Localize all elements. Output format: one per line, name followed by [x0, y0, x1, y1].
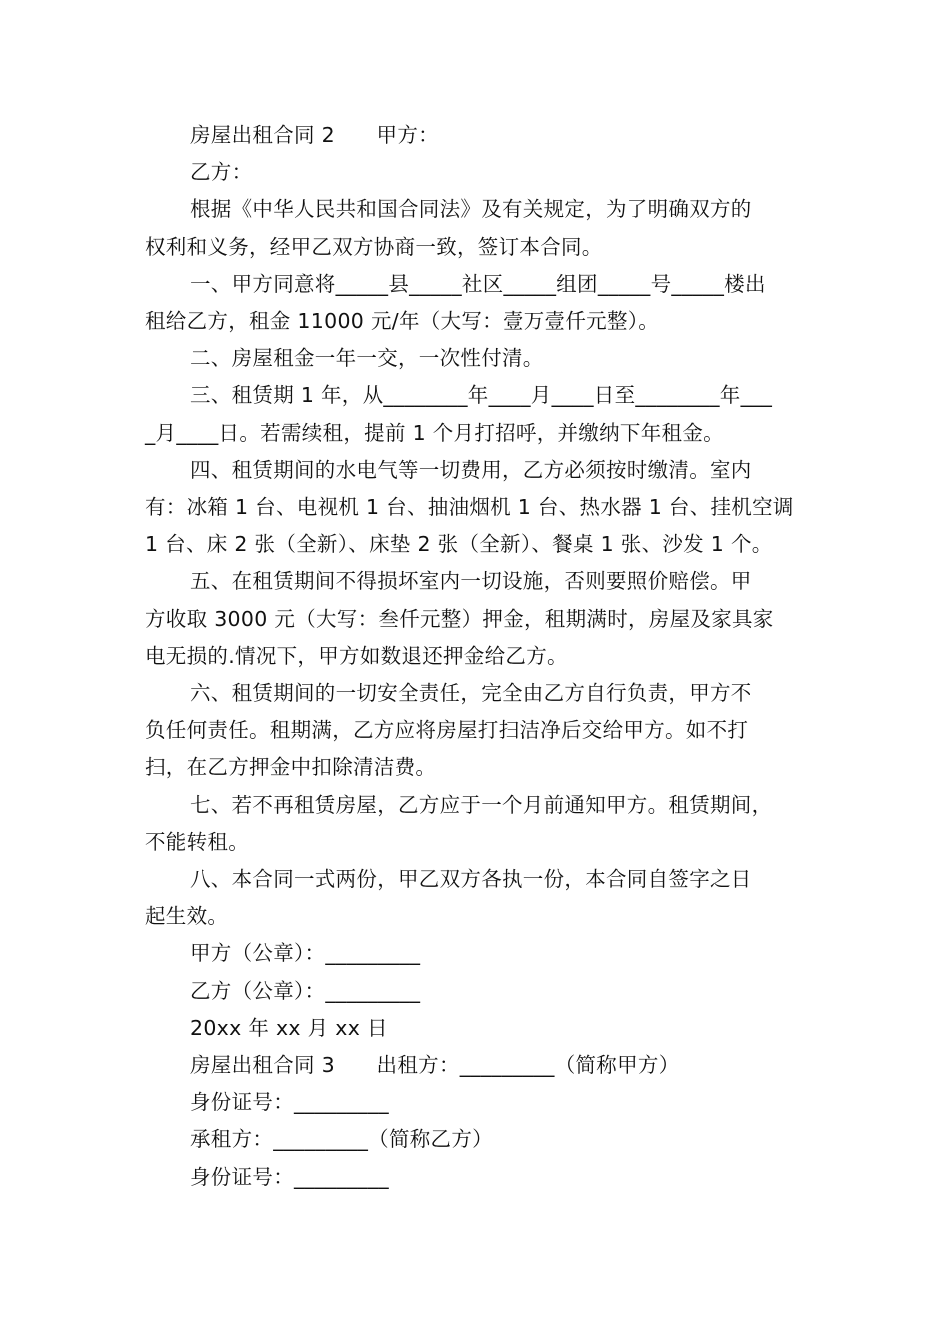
paragraph	[145, 191, 817, 265]
text-line: 甲方（公章）：_________	[190, 941, 421, 966]
text-line: 乙方：	[190, 160, 253, 185]
paragraph	[145, 377, 817, 451]
text-line: 1 台、床 2 张（全新）、床垫 2 张（全新）、餐桌 1 张、沙发 1 个。	[145, 532, 773, 557]
text-line: 根据《中华人民共和国合同法》及有关规定，为了明确双方的	[190, 197, 752, 222]
text-line: 身份证号：_________	[190, 1164, 389, 1189]
text-line: 三、租赁期 1 年，从________年____月____日至________年___	[190, 383, 773, 408]
text-line: 方收取 3000 元（大写：叁仟元整）押金，租期满时，房屋及家具家	[145, 606, 774, 631]
text-line: 20xx 年 xx 月 xx 日	[190, 1015, 388, 1040]
paragraph	[145, 1121, 817, 1158]
text-line: 电无损的.情况下，甲方如数退还押金给乙方。	[145, 643, 568, 668]
text-line: 权利和义务，经甲乙双方协商一致，签订本合同。	[145, 234, 603, 259]
paragraph	[145, 452, 817, 564]
text-line: 起生效。	[145, 904, 229, 929]
text-line: 房屋出租合同 2 甲方：	[190, 123, 439, 147]
paragraph	[145, 117, 817, 154]
text-line: 二、房屋租金一年一交，一次性付清。	[190, 346, 544, 371]
text-line: 房屋出租合同 3 出租方：_________（简称甲方）	[190, 1053, 680, 1078]
paragraph	[145, 675, 817, 787]
paragraph	[145, 935, 817, 972]
paragraph	[145, 861, 817, 935]
paragraph	[145, 1084, 817, 1121]
paragraph	[145, 563, 817, 675]
text-line: 八、本合同一式两份，甲乙双方各执一份，本合同自签字之日	[190, 867, 752, 892]
text-line: 六、租赁期间的一切安全责任，完全由乙方自行负责，甲方不	[190, 681, 752, 706]
text-line: 四、租赁期间的水电气等一切费用，乙方必须按时缴清。室内	[190, 457, 752, 482]
text-line: 扫，在乙方押金中扣除清洁费。	[145, 755, 437, 780]
text-line: 租给乙方，租金 11000 元/年（大写：壹万壹仟元整）。	[145, 309, 660, 334]
text-line: 不能转租。	[145, 829, 249, 854]
text-line: 负任何责任。租期满，乙方应将房屋打扫洁净后交给甲方。如不打	[145, 718, 749, 743]
paragraph	[145, 266, 817, 340]
text-line: 七、若不再租赁房屋，乙方应于一个月前通知甲方。租赁期间，	[190, 792, 773, 817]
paragraph	[145, 787, 817, 861]
text-line: 身份证号：_________	[190, 1090, 389, 1115]
text-line: 五、在租赁期间不得损坏室内一切设施，否则要照价赔偿。甲	[190, 569, 752, 594]
document-body	[145, 117, 817, 1196]
paragraph	[145, 154, 817, 191]
paragraph	[145, 1159, 817, 1196]
text-line: 承租方：_________（简称乙方）	[190, 1127, 493, 1152]
text-line: 乙方（公章）：_________	[190, 978, 421, 1003]
paragraph	[145, 1010, 817, 1047]
text-line: 有：冰箱 1 台、电视机 1 台、抽油烟机 1 台、热水器 1 台、挂机空调	[145, 495, 794, 520]
text-line: 一、甲方同意将_____县_____社区_____组团_____号_____楼出	[190, 271, 766, 296]
text-line: _月____日。若需续租，提前 1 个月打招呼，并缴纳下年租金。	[145, 420, 724, 445]
paragraph	[145, 1047, 817, 1084]
paragraph	[145, 340, 817, 377]
paragraph	[145, 973, 817, 1010]
